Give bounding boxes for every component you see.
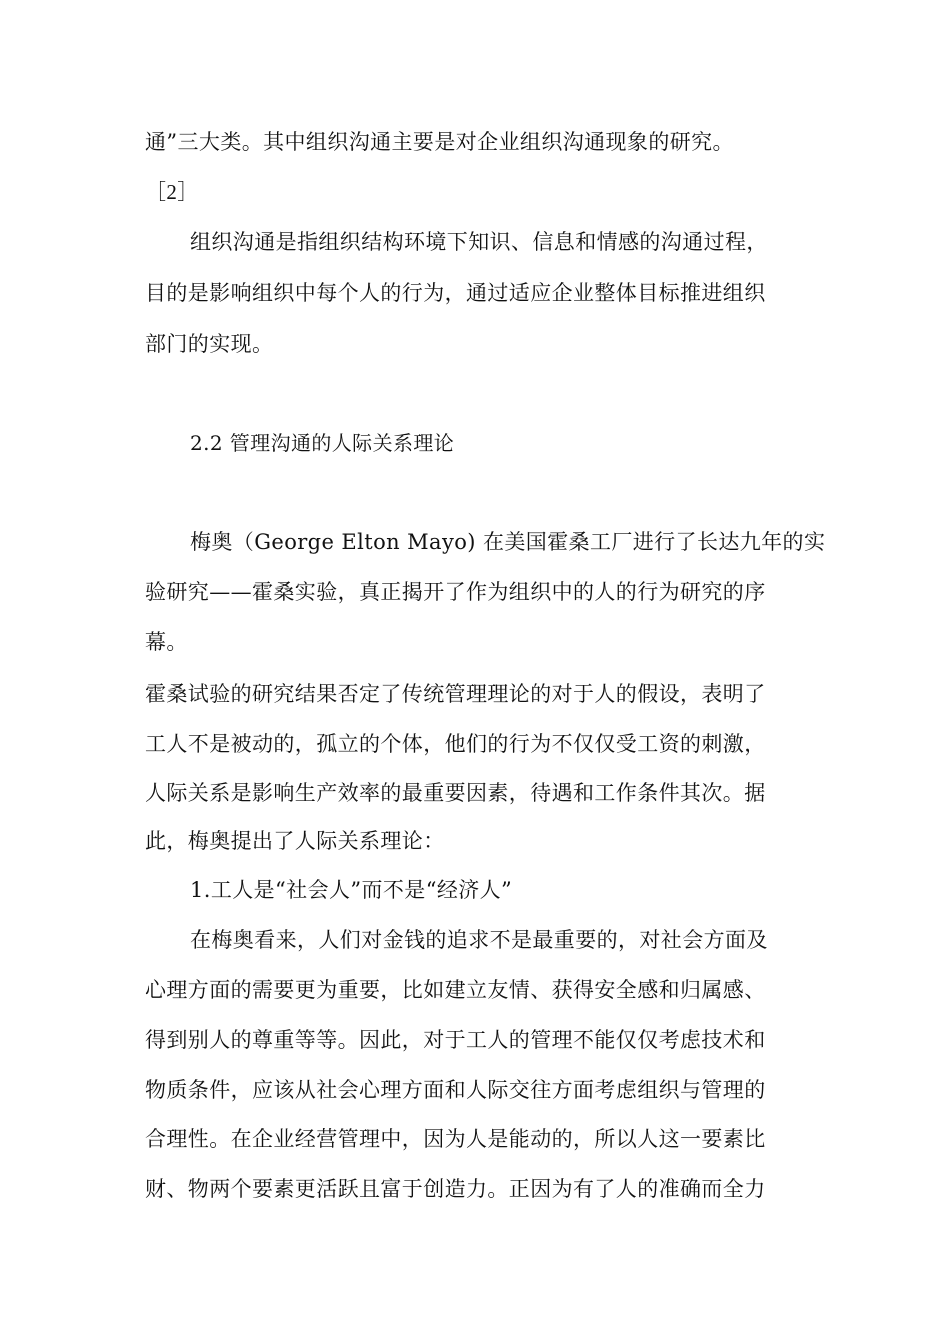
paragraph-line: 合理性。在企业经营管理中，因为人是能动的，所以人这一要素比 [145,1127,766,1151]
paragraph-line: 通”三大类。其中组织沟通主要是对企业组织沟通现象的研究。 [145,130,734,154]
paragraph-line: 在梅奥看来，人们对金钱的追求不是最重要的，对社会方面及 [190,928,768,952]
paragraph-line: 财、物两个要素更活跃且富于创造力。正因为有了人的准确而全力 [145,1177,766,1201]
list-item-heading: 1.工人是“社会人”而不是“经济人” [190,878,513,902]
paragraph-line: 部门的实现。 [145,332,274,356]
paragraph-line: 验研究——霍桑实验，真正揭开了作为组织中的人的行为研究的序 [145,580,766,604]
paragraph-line: 得到别人的尊重等等。因此，对于工人的管理不能仅仅考虑技术和 [145,1028,766,1052]
paragraph-line: 目的是影响组织中每个人的行为，通过适应企业整体目标推进组织 [145,281,766,305]
paragraph-line: 组织沟通是指组织结构环境下知识、信息和情感的沟通过程， [190,230,768,254]
paragraph-line: 梅奥（George Elton Mayo) 在美国霍桑工厂进行了长达九年的实 [190,530,826,554]
citation-reference: ［2］ [145,180,199,204]
paragraph-line: 工人不是被动的，孤立的个体，他们的行为不仅仅受工资的刺激， [145,732,766,756]
paragraph-line: 此，梅奥提出了人际关系理论： [145,829,445,853]
paragraph-line: 心理方面的需要更为重要，比如建立友情、获得安全感和归属感、 [145,978,766,1002]
paragraph-line: 霍桑试验的研究结果否定了传统管理理论的对于人的假设，表明了 [145,682,766,706]
section-heading: 2.2 管理沟通的人际关系理论 [190,431,455,455]
paragraph-line: 人际关系是影响生产效率的最重要因素，待遇和工作条件其次。据 [145,781,766,805]
paragraph-line: 幕。 [145,630,188,654]
paragraph-line: 物质条件，应该从社会心理方面和人际交往方面考虑组织与管理的 [145,1078,766,1102]
